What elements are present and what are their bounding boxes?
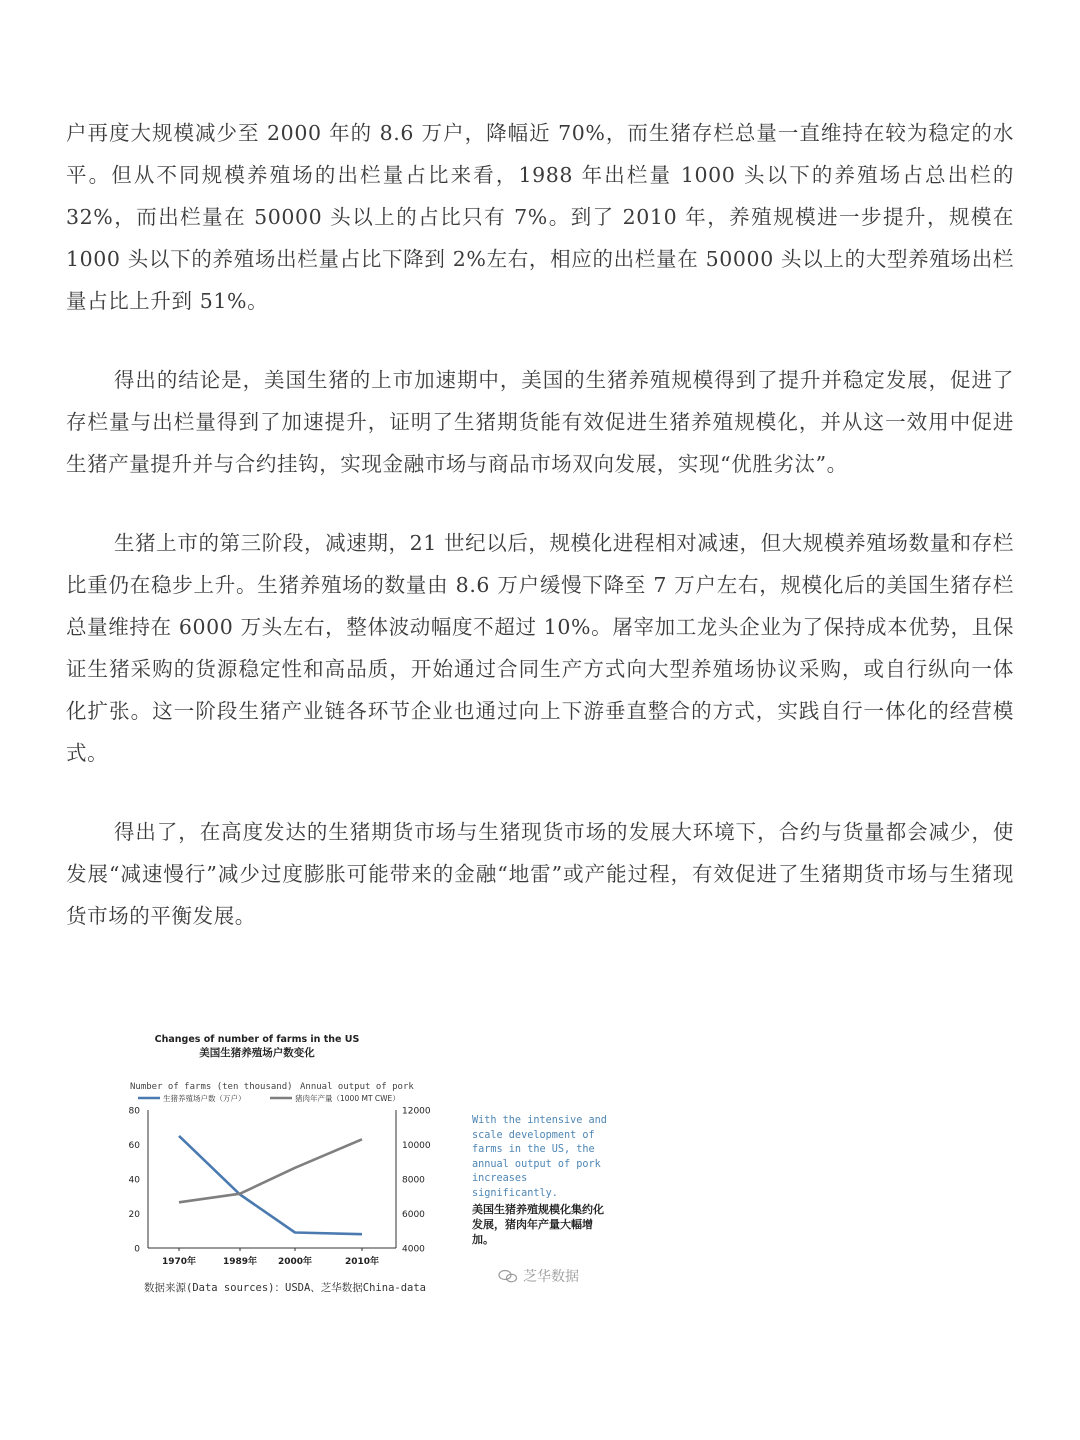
x-tick-label: 2010年 [344,1257,380,1267]
y-tick-left: 60 [128,1141,140,1151]
y-tick-right: 10000 [402,1141,431,1151]
y-tick-left: 40 [128,1175,140,1186]
chart-side-note-cn: 美国生猪养殖规模化集约化发展，猪肉年产量大幅增加。 [472,1203,604,1246]
y-tick-left: 20 [128,1210,140,1220]
chart-title: Changes of number of farms in the US [154,1034,360,1045]
y-axis-left-label: Number of farms (ten thousand) [130,1082,293,1092]
wechat-icon [498,1269,518,1283]
legend-label: 猪肉年产量（1000 MT CWE） [295,1094,400,1103]
x-tick-label: 1989年 [222,1257,258,1267]
series-line-pork-output [179,1139,362,1202]
chart-source: 数据来源(Data sources)：USDA、芝华数据China-data [144,1282,427,1294]
watermark [498,1266,579,1286]
y-tick-right: 4000 [402,1244,425,1255]
paragraph-4: 得出了，在高度发达的生猪期货市场与生猪现货市场的发展大环境下，合约与货量都会减少，使发展“减速慢行”减少过度膨胀可能带来的金融“地雷”或产能过程，有效促进了生猪期货市场与生猪现货市场的平衡发展。 [66,820,1014,928]
y-tick-right: 6000 [402,1210,425,1220]
chart-subtitle: 美国生猪养殖场户数变化 [199,1047,315,1059]
chart-side-note-en: With the intensive and scale development of farms in the US, the annual output of pork increases significantly. [472,1115,607,1199]
y-axis-right-label: Annual output of pork [300,1082,414,1092]
chart-figure [118,1030,610,1302]
y-tick-left: 80 [128,1106,140,1117]
watermark-text: 芝华数据 [523,1269,579,1285]
paragraph-2: 得出的结论是，美国生猪的上市加速期中，美国的生猪养殖规模得到了提升并稳定发展，促进了存栏量与出栏量得到了加速提升，证明了生猪期货能有效促进生猪养殖规模化，并从这一效用中促进生猪产量提升并与合约挂钩，实现金融市场与商品市场双向发展，实现“优胜劣汰”。 [66,368,1014,476]
paragraph-1: 户再度大规模减少至 2000 年的 8.6 万户，降幅近 70%，而生猪存栏总量一直维持在较为稳定的水平。但从不同规模养殖场的出栏量占比来看，1988 年出栏量 1000 头以下的养殖场占总出栏的 32%，而出栏量在 50000 头以上的占比只有 7%。到了 2010 年，养殖规模进一步提升，规模在 1000 头以下的养殖场出栏量占比下降到 2%左右，相应的出栏量在 50000 头以上的大型养殖场出栏量占比上升到 51%。 [66,121,1014,313]
line-chart [118,1030,468,1302]
x-tick-label: 2000年 [277,1257,313,1267]
article-body [66,112,1014,974]
paragraph-3: 生猪上市的第三阶段，减速期，21 世纪以后，规模化进程相对减速，但大规模养殖场数量和存栏比重仍在稳步上升。生猪养殖场的数量由 8.6 万户缓慢下降至 7 万户左右，规模化后的美国生猪存栏总量维持在 6000 万头左右，整体波动幅度不超过 10%。屠宰加工龙头企业为了保持成本优势，且保证生猪采购的货源稳定性和高品质，开始通过合同生产方式向大型养殖场协议采购，或自行纵向一体化扩张。这一阶段生猪产业链各环节企业也通过向上下游垂直整合的方式，实践自行一体化的经营模式。 [66,531,1014,765]
y-tick-left: 0 [134,1244,140,1255]
x-tick-label: 1970年 [161,1257,197,1267]
y-tick-right: 12000 [402,1106,431,1117]
y-tick-right: 8000 [402,1175,425,1186]
legend-label: 生猪养殖场户数（万户） [163,1094,246,1103]
